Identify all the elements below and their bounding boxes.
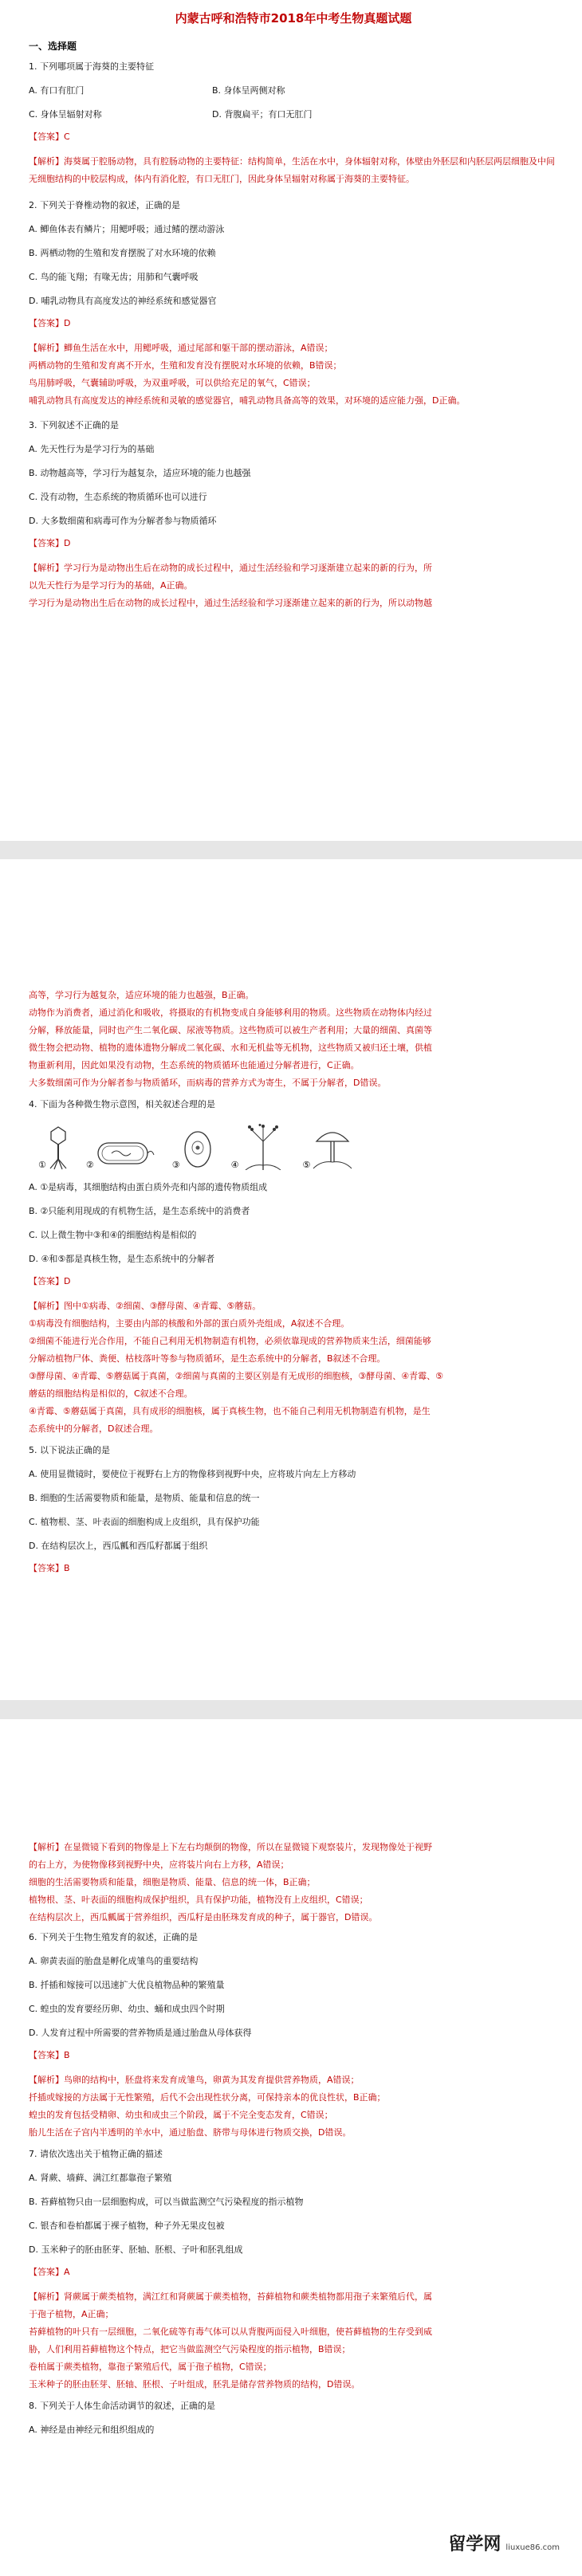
- option-a: A. 有口有肛门: [29, 85, 85, 96]
- page-title: 内蒙古呼和浩特市2018年中考生物真题试题: [175, 11, 412, 26]
- analysis-line: 扦插或嫁接的方法属于无性繁殖，后代不会出现性状分离，可保持亲本的优良性状，B正确；: [29, 2092, 386, 2103]
- analysis-line: 卷柏属于蕨类植物，靠孢子繁殖后代，属于孢子植物，C错误；: [29, 2362, 272, 2372]
- question-6: [29, 1931, 558, 2142]
- analysis: [29, 1839, 558, 1926]
- option-b: B. 身体呈两侧对称: [212, 85, 285, 96]
- page-2: [0, 859, 582, 1700]
- analysis-line: 哺乳动物具有高度发达的神经系统和灵敏的感觉器官，哺乳动物具备高等的效果，对环境的适应能力强，D正确。: [29, 395, 466, 406]
- option-a: A. 鲫鱼体表有鳞片；用鳃呼吸；通过鳍的摆动游泳: [29, 224, 225, 234]
- page-top-margin: [29, 859, 558, 987]
- option-d: D. 玉米种子的胚由胚芽、胚轴、胚根、子叶和胚乳组成: [29, 2244, 243, 2255]
- penicillium-icon: [241, 1124, 285, 1170]
- analysis-line: 【解析】肾蕨属于蕨类植物，满江红和肾蕨属于蕨类植物，苔藓植物和蕨类植物都用孢子来繁殖后代，属: [29, 2291, 432, 2302]
- analysis-line: 动物作为消费者，通过消化和吸收，将摄取的有机物变成自身能够利用的物质。这些物质在动物体内经过: [29, 1007, 432, 1018]
- option-b: B. 动物越高等，学习行为越复杂，适应环境的能力也越强: [29, 468, 251, 478]
- option-a: A. 神经是由神经元和组织组成的: [29, 2425, 155, 2435]
- analysis-line: 【解析】在显微镜下看到的物像是上下左右均颠倒的物像，所以在显微镜下观察装片，发现物像处于视野: [29, 1842, 432, 1852]
- option-a: A. ①是病毒，其细胞结构由蛋白质外壳和内部的遗传物质组成: [29, 1182, 268, 1192]
- option-a: A. 先天性行为是学习行为的基础: [29, 444, 155, 454]
- option-c: C. 没有动物，生态系统的物质循环也可以进行: [29, 492, 207, 502]
- analysis-line: 分解动植物尸体、粪便、枯枝落叶等参与物质循环，是生态系统中的分解者，B叙述不合理。: [29, 1353, 386, 1364]
- analysis-line: 学习行为是动物出生后在动物的成长过程中，通过生活经验和学习逐渐建立起来的新的行为，所以动物越: [29, 598, 432, 608]
- option-b: B. ②只能利用现成的有机物生活，是生态系统中的消费者: [29, 1206, 250, 1216]
- analysis-continued: [29, 987, 558, 1092]
- analysis-line: 蝗虫的发育包括受精卵、幼虫和成虫三个阶段，属于不完全变态发育，C错误；: [29, 2110, 333, 2120]
- answer: 【答案】D: [29, 538, 71, 548]
- answer: 【答案】A: [29, 2267, 70, 2277]
- analysis-line: 苔藓植物的叶只有一层细胞，二氧化硫等有毒气体可以从背腹两面侵入叶细胞，使苔藓植物的生存受到威: [29, 2327, 432, 2337]
- mushroom-icon: [312, 1125, 353, 1170]
- analysis-line: 【解析】图中①病毒、②细菌、③酵母菌、④青霉、⑤蘑菇。: [29, 1301, 262, 1311]
- option-c: C. 以上微生物中③和④的细胞结构是相似的: [29, 1230, 197, 1240]
- question-7: [29, 2148, 558, 2393]
- option-c: C. 鸟的能飞翔；有喙无齿；用肺和气囊呼吸: [29, 272, 199, 282]
- analysis-line: 微生物会把动物、植物的遗体遗物分解成二氧化碳、水和无机盐等无机物，这些物质又被归还土壤，供植: [29, 1043, 432, 1053]
- watermark-site: liuxue86.com: [505, 2543, 560, 2552]
- bacterium-icon: [96, 1138, 155, 1170]
- analysis: [29, 2071, 558, 2142]
- option-b: B. 扦插和嫁接可以迅速扩大优良植物品种的繁殖量: [29, 1980, 225, 1990]
- option-d: D. 大多数细菌和病毒可作为分解者参与物质循环: [29, 516, 217, 526]
- question-1: [29, 61, 558, 188]
- answer: 【答案】B: [29, 2050, 70, 2060]
- page-1: [0, 0, 582, 841]
- analysis-line: 胎儿生活在子宫内半透明的羊水中，通过胎盘、脐带与母体进行物质交换，D错误。: [29, 2127, 352, 2138]
- analysis-line: 的右上方，为使物像移到视野中央，应将装片向右上方移，A错误；: [29, 1859, 289, 1870]
- question-stem: 7. 请依次选出关于植物正确的描述: [29, 2149, 163, 2159]
- analysis-line: 以先天性行为是学习行为的基础，A正确。: [29, 580, 193, 591]
- figure-label: ②: [85, 1160, 94, 1170]
- figure-item-mushroom: [303, 1125, 354, 1170]
- option-a: A. 使用显微镜时，要使位于视野右上方的物像移到视野中央，应将玻片向左上方移动: [29, 1469, 356, 1479]
- question-8: [29, 2400, 558, 2437]
- analysis-line: 于孢子植物，A正确；: [29, 2309, 114, 2319]
- analysis-line: 【解析】学习行为是动物出生后在动物的成长过程中，通过生活经验和学习逐渐建立起来的新的行为，所: [29, 563, 432, 573]
- bacteriophage-icon: [48, 1125, 69, 1170]
- answer: 【答案】C: [29, 132, 70, 142]
- question-stem: 3. 下列叙述不正确的是: [29, 420, 119, 430]
- option-b: B. 细胞的生活需要物质和能量，是物质、能量和信息的统一: [29, 1493, 260, 1503]
- analysis: [29, 1298, 558, 1438]
- question-stem: 5. 以下说法正确的是: [29, 1445, 110, 1455]
- option-c: C. 植物根、茎、叶表面的细胞构成上皮组织，具有保护功能: [29, 1517, 260, 1527]
- question-2: [29, 199, 558, 410]
- analysis-line: 物重新利用，因此如果没有动物，生态系统的物质循环也能通过分解者进行，C正确。: [29, 1060, 360, 1070]
- question-stem: 1. 下列哪项属于海葵的主要特征: [29, 61, 154, 72]
- figure-item-virus: [38, 1125, 69, 1170]
- options-row: [29, 84, 558, 97]
- analysis: [29, 340, 558, 410]
- figure-item-bacterium: [86, 1138, 155, 1170]
- microbe-figure: [38, 1122, 558, 1170]
- analysis-line: 在结构层次上，西瓜瓤属于营养组织，西瓜籽是由胚珠发育成的种子，属于器官，D错误。: [29, 1912, 378, 1922]
- option-b: B. 苔藓植物只由一层细胞构成，可以当做监测空气污染程度的指示植物: [29, 2197, 304, 2207]
- analysis-line: 【解析】鲫鱼生活在水中，用鳃呼吸，通过尾部和躯干部的摆动游泳，A错误；: [29, 343, 333, 353]
- question-5: [29, 1444, 558, 1575]
- answer: 【答案】D: [29, 1276, 71, 1286]
- answer: 【答案】B: [29, 1563, 70, 1573]
- figure-label: ⑤: [302, 1160, 311, 1170]
- page-top-margin: [29, 1719, 558, 1839]
- analysis: [29, 560, 558, 612]
- option-d: D. 在结构层次上，西瓜瓤和西瓜籽都属于组织: [29, 1541, 208, 1551]
- analysis: [29, 2288, 558, 2393]
- question-stem: 8. 下列关于人体生命活动调节的叙述，正确的是: [29, 2401, 215, 2411]
- analysis: [29, 153, 558, 188]
- question-stem: 6. 下列关于生物生殖发育的叙述，正确的是: [29, 1932, 198, 1942]
- page-3: [0, 1719, 582, 2576]
- analysis-line: 玉米种子的胚由胚芽、胚轴、胚根、子叶组成，胚乳是储存营养物质的结构，D错误。: [29, 2379, 360, 2389]
- analysis-line: 胁，人们利用苔藓植物这个特点，把它当做监测空气污染程度的指示植物，B错误；: [29, 2344, 351, 2354]
- option-a: A. 肾蕨、墙藓、满江红都靠孢子繁殖: [29, 2173, 172, 2183]
- analysis-line: 大多数细菌可作为分解者参与物质循环，而病毒的营养方式为寄生，不属于分解者，D错误。: [29, 1078, 387, 1088]
- option-c: C. 蝗虫的发育要经历卵、幼虫、蛹和成虫四个时期: [29, 2004, 225, 2014]
- option-c: C. 身体呈辐射对称: [29, 109, 102, 120]
- question-stem: 4. 下面为各种微生物示意图，相关叙述合理的是: [29, 1099, 215, 1109]
- option-b: B. 两栖动物的生殖和发育摆脱了对水环境的依赖: [29, 248, 216, 258]
- figure-item-penicillium: [231, 1124, 285, 1170]
- figure-label: ③: [171, 1160, 180, 1170]
- options-row: [29, 108, 558, 121]
- analysis-line: 高等，学习行为越复杂，适应环境的能力也越强，B正确。: [29, 990, 254, 1000]
- analysis-line: 态系统中的分解者，D叙述合理。: [29, 1423, 159, 1434]
- option-d: D. 人发育过程中所需要的营养物质是通过胎盘从母体获得: [29, 2028, 252, 2038]
- analysis-line: 植物根、茎、叶表面的细胞构成保护组织，具有保护功能，植物没有上皮组织，C错误；: [29, 1895, 368, 1905]
- question-stem: 2. 下列关于脊椎动物的叙述，正确的是: [29, 200, 180, 210]
- analysis-text: 【解析】海葵属于腔肠动物，具有腔肠动物的主要特征：结构简单，生活在水中，身体辐射对称，体壁由外胚层和内胚层两层细胞及中间无细胞结构的中胶层构成，体内有消化腔，有口无肛门，因此身体呈辐射对称属于海葵的主要特征。: [29, 156, 555, 184]
- figure-label: ④: [230, 1160, 239, 1170]
- question-3: [29, 419, 558, 612]
- option-d: D. ④和⑤都是真核生物，是生态系统中的分解者: [29, 1254, 215, 1264]
- analysis-line: ③酵母菌、④青霉、⑤蘑菇属于真菌，②细菌与真菌的主要区别是有无成形的细胞核，③酵母菌、④青霉、⑤: [29, 1371, 444, 1381]
- section-heading: 一、选择题: [29, 41, 77, 52]
- figure-item-yeast: [172, 1129, 214, 1170]
- figure-label: ①: [38, 1160, 46, 1170]
- option-a: A. 卵黄表面的胎盘是孵化成雏鸟的重要结构: [29, 1956, 199, 1966]
- watermark-brand: 留学网: [448, 2535, 501, 2554]
- option-d: D. 哺乳动物具有高度发达的神经系统和感觉器官: [29, 296, 217, 306]
- analysis-line: 蘑菇的细胞结构是相似的，C叙述不合理。: [29, 1388, 193, 1399]
- analysis-line: 【解析】鸟卵的结构中，胚盘将来发育成雏鸟，卵黄为其发育提供营养物质，A错误；: [29, 2075, 360, 2085]
- question-4: [29, 1098, 558, 1438]
- yeast-cell-icon: [182, 1129, 214, 1170]
- analysis-line: 细胞的生活需要物质和能量，细胞是物质、能量、信息的统一体，B正确；: [29, 1877, 316, 1887]
- option-d: D. 背腹扁平；有口无肛门: [212, 109, 313, 120]
- analysis-line: 两栖动物的生殖和发育离不开水，生殖和发育没有摆脱对水环境的依赖，B错误；: [29, 360, 342, 371]
- answer: 【答案】D: [29, 318, 71, 328]
- analysis-line: 分解，释放能量，同时也产生二氧化碳、尿液等物质。这些物质可以被生产者利用；大量的细菌、真菌等: [29, 1025, 432, 1035]
- analysis-line: ②细菌不能进行光合作用，不能自己利用无机物制造有机物，必须依靠现成的营养物质来生活，细菌能够: [29, 1336, 431, 1346]
- analysis-line: 鸟用肺呼吸，气囊辅助呼吸，为双重呼吸，可以供给充足的氧气，C错误；: [29, 378, 316, 388]
- analysis-line: ④青霉、⑤蘑菇属于真菌，具有成形的细胞核，属于真核生物，也不能自己利用无机物制造有机物，是生: [29, 1406, 431, 1416]
- site-watermark: [448, 2531, 560, 2555]
- analysis-line: ①病毒没有细胞结构，主要由内部的核酸和外部的蛋白质外壳组成，A叙述不合理。: [29, 1318, 350, 1329]
- option-c: C. 银杏和卷柏都属于裸子植物，种子外无果皮包被: [29, 2221, 225, 2231]
